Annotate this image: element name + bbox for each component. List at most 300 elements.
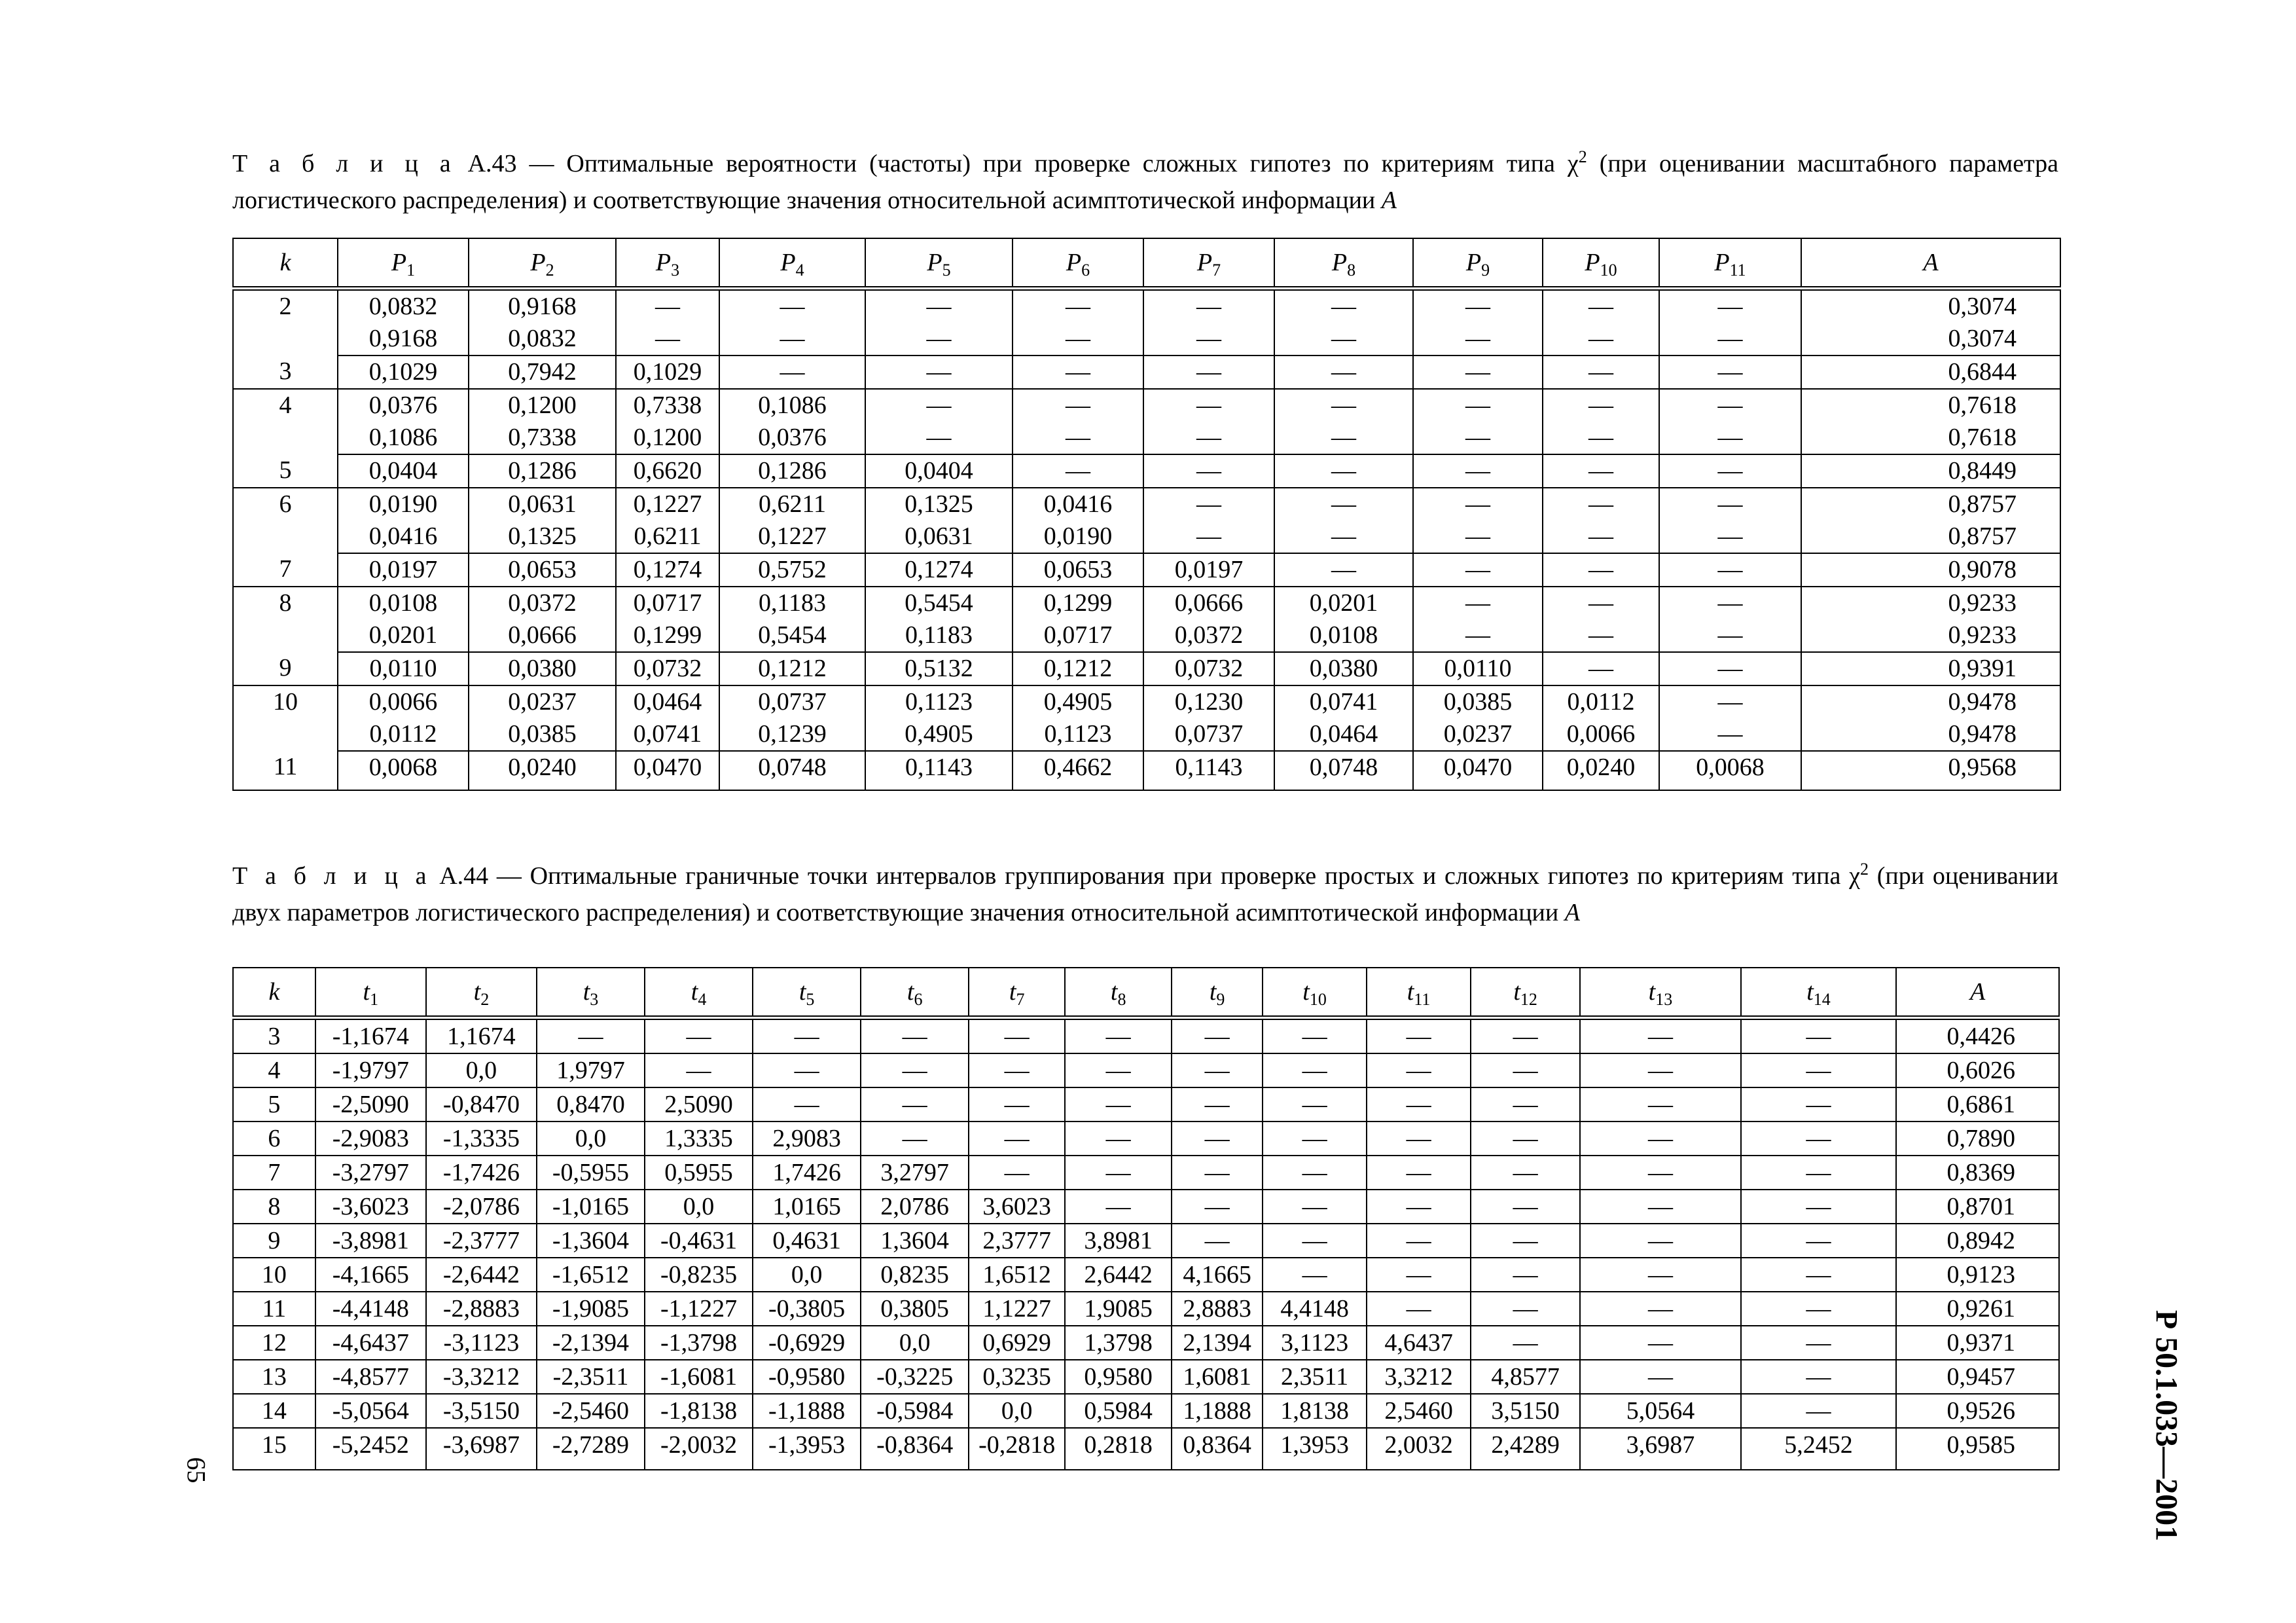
table-cell: —	[616, 323, 719, 356]
table-cell: 0,8449	[1801, 454, 2060, 488]
table-cell: -1,6081	[645, 1360, 753, 1394]
table-cell: —	[1580, 1224, 1741, 1258]
table-cell: —	[861, 1087, 969, 1122]
column-header-index: 12	[1520, 990, 1537, 1009]
table-cell: —	[969, 1053, 1065, 1087]
table-cell: 0,0464	[616, 685, 719, 718]
table-cell: 0,0741	[1274, 685, 1413, 718]
table-cell: 1,7426	[753, 1156, 861, 1190]
table-cell: 3	[233, 1018, 315, 1054]
table-cell: -2,3511	[537, 1360, 645, 1394]
column-header: $P_2$	[469, 238, 616, 289]
table-cell: -0,8470	[426, 1087, 537, 1122]
table-cell: 0,1183	[865, 619, 1013, 652]
table-cell: -3,5150	[426, 1394, 537, 1428]
table-cell: -2,3777	[426, 1224, 537, 1258]
table-cell: 0,3235	[969, 1360, 1065, 1394]
table-cell: 0,3805	[861, 1292, 969, 1326]
caption-var: А	[1564, 899, 1580, 926]
table-cell: 0,1325	[865, 488, 1013, 520]
table-cell: —	[1013, 422, 1143, 454]
table-cell: —	[1580, 1053, 1741, 1087]
table-cell: -0,9580	[753, 1360, 861, 1394]
table-cell: 0,6844	[1801, 356, 2060, 389]
table-cell: -3,6023	[315, 1190, 426, 1224]
table-cell: 9	[233, 1224, 315, 1258]
table-cell: 0,1286	[469, 454, 616, 488]
table-cell: 0,1029	[616, 356, 719, 389]
column-header-index: 4	[795, 261, 804, 280]
table-cell: —	[753, 1087, 861, 1122]
table-cell: 0,9233	[1801, 587, 2060, 619]
table-cell: 0,1212	[719, 652, 865, 685]
caption-sup: 2	[1578, 147, 1587, 166]
table-row	[233, 1156, 2059, 1190]
table-cell: —	[1659, 553, 1801, 587]
column-header: $P_9$	[1413, 238, 1543, 289]
table-cell: 0,0	[645, 1190, 753, 1224]
table-cell: —	[645, 1053, 753, 1087]
table-a44-header	[233, 968, 2059, 1018]
table-cell: 1,3953	[1263, 1428, 1367, 1470]
table-cell: —	[1543, 356, 1659, 389]
table-cell: —	[1274, 422, 1413, 454]
table-cell: 0,3074	[1801, 289, 2060, 323]
table-cell: -1,0165	[537, 1190, 645, 1224]
table-cell: 0,1274	[865, 553, 1013, 587]
table-cell: —	[537, 1018, 645, 1054]
table-cell: —	[1413, 422, 1543, 454]
table-cell: 0,0066	[338, 685, 469, 718]
table-cell: -0,5984	[861, 1394, 969, 1428]
table-cell: 0,0372	[469, 587, 616, 619]
column-header: $t_{12}$	[1471, 968, 1580, 1018]
table-cell: —	[1274, 289, 1413, 323]
table-cell: 0,6211	[616, 520, 719, 553]
row-k-cell: 10	[233, 685, 338, 751]
table-cell: 0,1123	[865, 685, 1013, 718]
table-cell: 11	[233, 1292, 315, 1326]
table-cell: 0,0732	[1143, 652, 1274, 685]
table-cell: —	[1741, 1122, 1897, 1156]
table-cell: 0,1239	[719, 718, 865, 751]
table-cell: 0,4631	[753, 1224, 861, 1258]
table-row	[233, 1224, 2059, 1258]
table-cell: -4,1665	[315, 1258, 426, 1292]
table-cell: 0,0376	[338, 389, 469, 422]
table-row	[233, 1190, 2059, 1224]
table-cell: 2,8883	[1172, 1292, 1263, 1326]
table-cell: 0,0372	[1143, 619, 1274, 652]
table-cell: 0,0717	[1013, 619, 1143, 652]
table-cell: 0,0631	[865, 520, 1013, 553]
table-cell: —	[1172, 1224, 1263, 1258]
table-cell: —	[1143, 422, 1274, 454]
table-row	[233, 619, 2060, 652]
table-cell: —	[1065, 1156, 1172, 1190]
caption-text: А.44 — Оптимальные граничные точки интервалов группирования при проверке простых и сложных гипотез по критериям типа χ	[439, 862, 1860, 890]
table-row	[233, 553, 2060, 587]
table-cell: 0,9123	[1896, 1258, 2059, 1292]
table-cell: —	[1367, 1087, 1471, 1122]
table-cell: 4,1665	[1172, 1258, 1263, 1292]
table-cell: —	[969, 1018, 1065, 1054]
column-header: $P_1$	[338, 238, 469, 289]
table-cell: 0,0653	[469, 553, 616, 587]
table-cell: —	[1741, 1258, 1897, 1292]
table-cell: 0,1299	[616, 619, 719, 652]
table-a44-caption	[232, 858, 2058, 931]
table-cell: -1,9797	[315, 1053, 426, 1087]
table-cell: 0,5752	[719, 553, 865, 587]
table-cell: —	[1543, 619, 1659, 652]
table-cell: 2,6442	[1065, 1258, 1172, 1292]
table-row	[233, 1292, 2059, 1326]
row-k-cell: 8	[233, 587, 338, 652]
column-header: $t_6$	[861, 968, 969, 1018]
table-cell: —	[1413, 488, 1543, 520]
caption-label: Т а б л и ц а	[232, 150, 456, 177]
table-cell: 8	[233, 1190, 315, 1224]
table-cell: -1,6512	[537, 1258, 645, 1292]
table-cell: 0,5454	[719, 619, 865, 652]
table-cell: —	[1013, 389, 1143, 422]
table-cell: —	[969, 1122, 1065, 1156]
table-cell: —	[719, 356, 865, 389]
table-cell: —	[1172, 1018, 1263, 1054]
table-cell: 0,0	[969, 1394, 1065, 1428]
table-cell: —	[1413, 520, 1543, 553]
table-cell: -2,0786	[426, 1190, 537, 1224]
table-cell: —	[1367, 1018, 1471, 1054]
column-header-index: 2	[480, 990, 490, 1009]
table-cell: —	[969, 1087, 1065, 1122]
table-row	[233, 1018, 2059, 1054]
table-cell: —	[1172, 1156, 1263, 1190]
table-cell: —	[1367, 1053, 1471, 1087]
table-cell: —	[1413, 323, 1543, 356]
table-cell: —	[1543, 488, 1659, 520]
table-cell: —	[1659, 488, 1801, 520]
table-cell: 0,0832	[338, 289, 469, 323]
caption-var: А	[1381, 187, 1397, 214]
table-cell: 4,8577	[1471, 1360, 1580, 1394]
table-cell: -0,4631	[645, 1224, 753, 1258]
table-cell: -1,3798	[645, 1326, 753, 1360]
table-cell: —	[1172, 1190, 1263, 1224]
table-cell: 5	[233, 1087, 315, 1122]
table-cell: —	[1580, 1360, 1741, 1394]
column-header-index: 9	[1481, 261, 1490, 280]
column-header: $P_8$	[1274, 238, 1413, 289]
table-cell: 0,5955	[645, 1156, 753, 1190]
table-cell: 0,0732	[616, 652, 719, 685]
column-header-index: 7	[1212, 261, 1221, 280]
table-a44	[232, 967, 2060, 1470]
table-cell: -2,6442	[426, 1258, 537, 1292]
table-cell: 0,0748	[1274, 751, 1413, 790]
table-cell: 1,3798	[1065, 1326, 1172, 1360]
table-cell: 0,0	[537, 1122, 645, 1156]
table-cell: 5,2452	[1741, 1428, 1897, 1470]
table-cell: -2,5090	[315, 1087, 426, 1122]
column-header-index: 6	[914, 990, 923, 1009]
table-cell: 0,1299	[1013, 587, 1143, 619]
table-row	[233, 718, 2060, 751]
table-row	[233, 587, 2060, 619]
table-cell: 0,1286	[719, 454, 865, 488]
table-cell: 0,7618	[1801, 422, 2060, 454]
column-header: $P_3$	[616, 238, 719, 289]
table-cell: 0,0197	[1143, 553, 1274, 587]
table-cell: 0,0	[753, 1258, 861, 1292]
column-header-index: 9	[1216, 990, 1225, 1009]
column-header: $P_{11}$	[1659, 238, 1801, 289]
table-cell: 0,1183	[719, 587, 865, 619]
table-row	[233, 323, 2060, 356]
table-cell: —	[1367, 1190, 1471, 1224]
column-header: $P_6$	[1013, 238, 1143, 289]
table-cell: —	[1741, 1394, 1897, 1428]
table-cell: 0,8364	[1172, 1428, 1263, 1470]
table-cell: 0,8757	[1801, 520, 2060, 553]
table-cell: 0,8757	[1801, 488, 2060, 520]
column-header-index: 11	[1414, 990, 1431, 1009]
table-cell: 0,8942	[1896, 1224, 2059, 1258]
table-cell: —	[1065, 1122, 1172, 1156]
table-cell: 0,0416	[1013, 488, 1143, 520]
table-cell: —	[616, 289, 719, 323]
table-cell: -3,1123	[426, 1326, 537, 1360]
table-cell: 0,9585	[1896, 1428, 2059, 1470]
table-cell: —	[1172, 1053, 1263, 1087]
table-cell: 0,7618	[1801, 389, 2060, 422]
column-header: $P_5$	[865, 238, 1013, 289]
caption-label: Т а б л и ц а	[232, 862, 431, 890]
table-cell: 0,1274	[616, 553, 719, 587]
table-cell: 0,0717	[616, 587, 719, 619]
table-a43-header	[233, 238, 2060, 289]
table-row	[233, 289, 2060, 323]
table-cell: —	[1543, 553, 1659, 587]
table-cell: -5,0564	[315, 1394, 426, 1428]
column-header: $t_5$	[753, 968, 861, 1018]
table-cell: -2,8883	[426, 1292, 537, 1326]
table-cell: —	[1013, 356, 1143, 389]
table-cell: 0,0376	[719, 422, 865, 454]
column-header-index: 8	[1117, 990, 1126, 1009]
table-cell: —	[865, 323, 1013, 356]
table-cell: -2,5460	[537, 1394, 645, 1428]
caption-text: А.43 — Оптимальные вероятности (частоты) при проверке сложных гипотез по критериям типа χ	[467, 150, 1579, 177]
table-cell: 0,9391	[1801, 652, 2060, 685]
table-cell: —	[1659, 389, 1801, 422]
table-cell: —	[1659, 422, 1801, 454]
table-cell: 0,0108	[338, 587, 469, 619]
table-cell: —	[1543, 652, 1659, 685]
table-cell: -4,4148	[315, 1292, 426, 1326]
table-cell: —	[1659, 520, 1801, 553]
table-cell: 0,9478	[1801, 718, 2060, 751]
page-number: 65	[181, 1457, 211, 1484]
row-k-cell: 5	[233, 454, 338, 488]
table-cell: 1,1888	[1172, 1394, 1263, 1428]
table-cell: 2,9083	[753, 1122, 861, 1156]
table-cell: 0,4905	[865, 718, 1013, 751]
table-cell: 0,0108	[1274, 619, 1413, 652]
table-cell: 2,1394	[1172, 1326, 1263, 1360]
table-cell: 0,9261	[1896, 1292, 2059, 1326]
table-cell: 3,8981	[1065, 1224, 1172, 1258]
table-cell: 0,8369	[1896, 1156, 2059, 1190]
table-cell: 3,1123	[1263, 1326, 1367, 1360]
table-cell: 0,1227	[719, 520, 865, 553]
table-cell: —	[645, 1018, 753, 1054]
column-header-index: 6	[1081, 261, 1090, 280]
column-header: $P_4$	[719, 238, 865, 289]
table-cell: 0,9078	[1801, 553, 2060, 587]
table-cell: 0,7338	[616, 389, 719, 422]
table-cell: 0,6929	[969, 1326, 1065, 1360]
table-cell: 1,1227	[969, 1292, 1065, 1326]
column-header-index: 1	[406, 261, 416, 280]
table-cell: —	[1471, 1122, 1580, 1156]
table-cell: 0,0201	[1274, 587, 1413, 619]
table-cell: —	[1143, 454, 1274, 488]
table-cell: —	[1471, 1224, 1580, 1258]
table-cell: —	[1263, 1087, 1367, 1122]
table-cell: 0,4426	[1896, 1018, 2059, 1054]
column-header-index: 10	[1600, 261, 1617, 280]
table-cell: —	[1013, 289, 1143, 323]
table-cell: 0,1143	[865, 751, 1013, 790]
table-cell: —	[969, 1156, 1065, 1190]
table-cell: —	[1543, 323, 1659, 356]
table-cell: 0,6620	[616, 454, 719, 488]
table-cell: 0,0631	[469, 488, 616, 520]
table-cell: —	[1263, 1258, 1367, 1292]
table-cell: —	[1274, 488, 1413, 520]
table-cell: 2,0786	[861, 1190, 969, 1224]
table-cell: —	[1580, 1292, 1741, 1326]
table-row	[233, 751, 2060, 790]
table-cell: 0,0380	[1274, 652, 1413, 685]
table-cell: 0,0666	[469, 619, 616, 652]
table-cell: 1,9797	[537, 1053, 645, 1087]
table-cell: —	[1413, 356, 1543, 389]
table-cell: 0,9457	[1896, 1360, 2059, 1394]
table-cell: —	[1143, 323, 1274, 356]
table-cell: —	[1263, 1190, 1367, 1224]
table-cell: —	[1013, 323, 1143, 356]
table-cell: —	[1543, 520, 1659, 553]
row-k-cell: 6	[233, 488, 338, 553]
table-cell: 0,0112	[338, 718, 469, 751]
table-cell: —	[1580, 1122, 1741, 1156]
table-cell: —	[1580, 1190, 1741, 1224]
table-cell: —	[1172, 1087, 1263, 1122]
column-header-index: 2	[545, 261, 554, 280]
table-cell: —	[1013, 454, 1143, 488]
table-cell: 0,1143	[1143, 751, 1274, 790]
table-cell: 0,8701	[1896, 1190, 2059, 1224]
table-row	[233, 356, 2060, 389]
table-cell: 0,0470	[616, 751, 719, 790]
table-cell: 7	[233, 1156, 315, 1190]
table-cell: 0,0404	[865, 454, 1013, 488]
column-header: $t_{14}$	[1741, 968, 1897, 1018]
table-cell: —	[1172, 1122, 1263, 1156]
table-cell: 0,8235	[861, 1258, 969, 1292]
table-cell: —	[1263, 1018, 1367, 1054]
table-cell: —	[1367, 1258, 1471, 1292]
table-cell: —	[1367, 1292, 1471, 1326]
caption-rest: (при оценивании масштабного параметра логистического распределения) и соответствующие значения относительной асимптотической информации	[232, 150, 2058, 214]
table-cell: -4,6437	[315, 1326, 426, 1360]
table-cell: 0,9168	[469, 289, 616, 323]
table-cell: —	[1274, 356, 1413, 389]
table-cell: —	[1471, 1258, 1580, 1292]
table-cell: —	[1471, 1292, 1580, 1326]
table-cell: 0,0832	[469, 323, 616, 356]
table-cell: —	[1580, 1258, 1741, 1292]
column-header-index: 3	[671, 261, 680, 280]
table-cell: 0,0110	[338, 652, 469, 685]
column-header-index: 7	[1016, 990, 1025, 1009]
table-cell: —	[1367, 1224, 1471, 1258]
table-cell: —	[1580, 1087, 1741, 1122]
table-cell: 0,0190	[338, 488, 469, 520]
table-cell: —	[1543, 454, 1659, 488]
table-cell: 1,8138	[1263, 1394, 1367, 1428]
table-cell: —	[1065, 1087, 1172, 1122]
table-cell: 0,6211	[719, 488, 865, 520]
table-cell: 0,1029	[338, 356, 469, 389]
table-cell: 0,1212	[1013, 652, 1143, 685]
table-row	[233, 1326, 2059, 1360]
table-cell: —	[1471, 1053, 1580, 1087]
table-cell: —	[1274, 520, 1413, 553]
column-header: $t_{10}$	[1263, 968, 1367, 1018]
table-cell: -2,1394	[537, 1326, 645, 1360]
table-cell: 13	[233, 1360, 315, 1394]
table-cell: 3,5150	[1471, 1394, 1580, 1428]
table-cell: 0,0190	[1013, 520, 1143, 553]
table-cell: 0,0240	[469, 751, 616, 790]
table-cell: —	[719, 323, 865, 356]
table-cell: 0,1200	[616, 422, 719, 454]
table-cell: 0,1325	[469, 520, 616, 553]
table-cell: 0,5454	[865, 587, 1013, 619]
table-cell: -0,3225	[861, 1360, 969, 1394]
table-cell: 0,0237	[1413, 718, 1543, 751]
column-header-index: 13	[1655, 990, 1673, 1009]
column-header-index: 10	[1309, 990, 1327, 1009]
table-cell: —	[1659, 454, 1801, 488]
table-cell: 4,6437	[1367, 1326, 1471, 1360]
table-cell: 0,1086	[338, 422, 469, 454]
column-header-index: 14	[1813, 990, 1831, 1009]
table-cell: —	[1543, 389, 1659, 422]
table-cell: 0,5984	[1065, 1394, 1172, 1428]
table-cell: 10	[233, 1258, 315, 1292]
table-cell: —	[1274, 553, 1413, 587]
table-cell: 0,0748	[719, 751, 865, 790]
table-cell: 0,0068	[1659, 751, 1801, 790]
table-cell: 1,3604	[861, 1224, 969, 1258]
table-cell: —	[1659, 356, 1801, 389]
table-cell: -1,1227	[645, 1292, 753, 1326]
